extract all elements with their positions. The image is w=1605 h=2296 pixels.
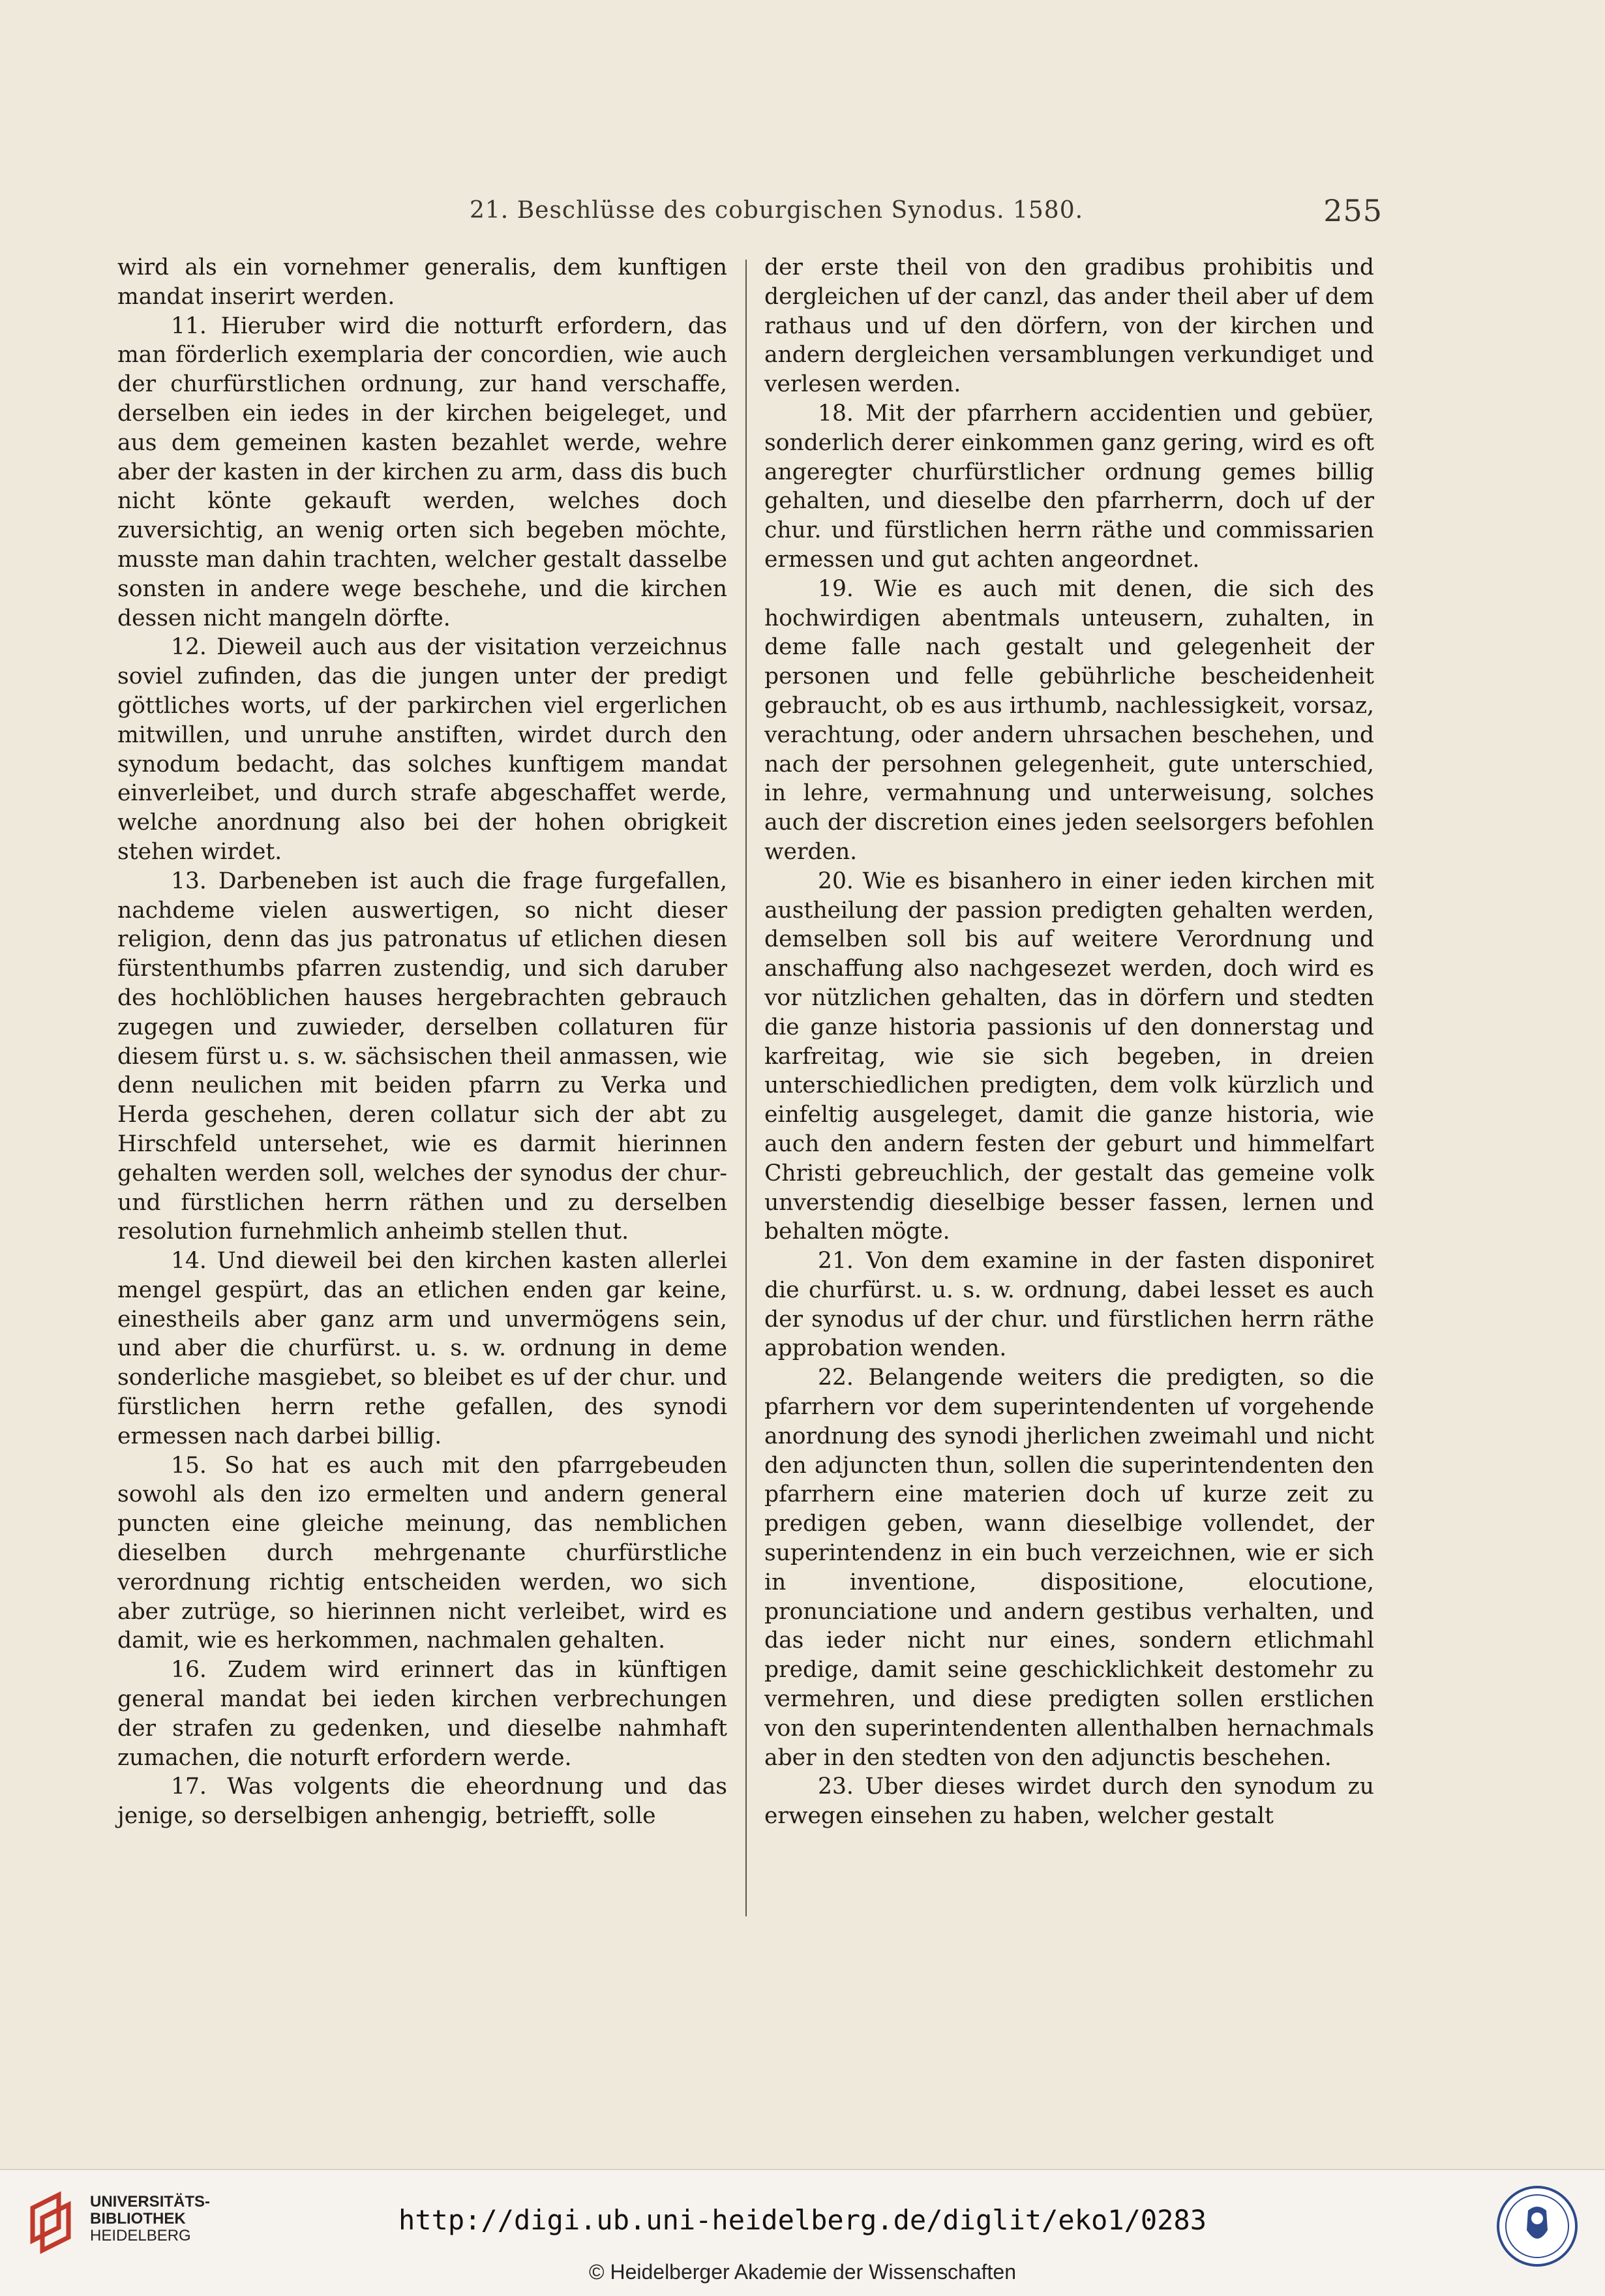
right-paragraph: 23. Uber dieses wirdet durch den synodum zu erwegen einsehen zu haben, welcher gestalt [764, 1774, 1374, 1830]
left-paragraph: 14. Und dieweil bei den kirchen kasten allerlei mengel gespürt, das an etlichen enden gar keine, einestheils aber ganz arm und unvermögens sein, und aber die churfürst. u. s. w. ordnung in deme sonderliche masgiebet, so bleibet es uf der chur. und fürstlichen herrn rethe gefallen, des synodi ermessen nach darbei billig. [117, 1248, 727, 1449]
right-text-column [764, 253, 1374, 1831]
right-paragraph: 21. Von dem examine in der fasten disponiret die churfürst. u. s. w. ordnung, dabei lesset es auch der synodus uf der chur. und fürstlichen herrn räthe approbation wenden. [764, 1248, 1374, 1362]
university-seal-icon [1495, 2184, 1579, 2268]
page-number: 255 [1323, 193, 1383, 228]
left-paragraph: 16. Zudem wird erinnert das in künftigen general mandat bei ieden kirchen verbrechungen der strafen zu gedenken, und dieselbe nahmhaft zumachen, die noturft erfordern werde. [117, 1657, 727, 1771]
library-name-line1: UNIVERSITÄTS- [90, 2193, 211, 2211]
copyright-notice: © Heidelberger Akademie der Wissenschaften [588, 2260, 1016, 2284]
right-paragraph: 22. Belangende weiters die predigten, so die pfarrhern vor dem superintendenten uf vorgehende anordnung des synodi jherlichen zweimahl und nicht den adjuncten thun, sollen die superintendenten den pfarrhern eine materien doch uf kurze zeit zu predigen geben, wann dieselbige vollendet, der superintendenz in ein buch verzeichnen, wie er sich in inventione, dispositione, elocutione, pronunciatione und andern gestibus verhalten, und das ieder nicht nur eines, sondern etlichmahl predige, damit seine geschicklichkeit destomehr zu vermehren, und diese predigten sollen erstlichen von den superintendenten allenthalben hernachmals aber in den stedten von den adjunctis beschehen. [764, 1365, 1374, 1771]
permalink-url[interactable]: http://digi.ub.uni-heidelberg.de/diglit/eko1/0283 [398, 2204, 1207, 2236]
left-text-column [117, 253, 727, 1831]
left-paragraph: 15. So hat es auch mit den pfarrgebeuden sowohl als den izo ermelten und andern general puncten eine gleiche meinung, das nemblichen dieselben durch mehrgenante churfürstliche verordnung richtig entscheiden werden, wo sich aber zutrüge, so hierinnen nicht verleibet, wird es damit, wie es herkommen, nachmalen gehalten. [117, 1452, 727, 1654]
right-paragraph: 18. Mit der pfarrhern accidentien und gebüer, sonderlich derer einkommen ganz gering, wird es oft angeregter churfürstlicher ordnung gemes billig gehalten, und dieselbe den pfarrherrn, doch uf der chur. und fürstlichen herrn räthe und commissarien ermessen und gut achten angeordnet. [764, 400, 1374, 573]
left-paragraph: 12. Dieweil auch aus der visitation verzeichnus soviel zufinden, das die jungen unter der predigt göttliches worts, uf der parkirchen viel ergerlichen mitwillen, und unruhe anstiften, wirdet durch den synodum bedacht, das solches kunftigem mandat einverleibet, und durch strafe abgeschaffet werde, welche anordnung also bei der hohen obrigkeit stehen wirdet. [117, 634, 727, 865]
running-title: 21. Beschlüsse des coburgischen Synodus. 1580. [470, 197, 1084, 224]
right-paragraph: 20. Wie es bisanhero in einer ieden kirchen mit austheilung der passion predigten gehalten werden, demselben soll bis auf weitere Verordnung und anschaffung also nachgesezet werden, doch wird es vor nützlichen gehalten, das in dörfern und stedten die ganze historia passionis uf den donnerstag und karfreitag, wie sie sich begeben, in dreien unterschiedlichen predigten, dem volk kürzlich und einfeltig ausgeleget, damit die ganze historia, wie auch den andern festen der geburt und himmelfart Christi gebreuchlich, der gestalt das gemeine volk unverstendig dieselbige besser fassen, lernen und behalten mögte. [764, 868, 1374, 1245]
library-name-line3: HEIDELBERG [90, 2227, 191, 2244]
right-paragraph: 19. Wie es auch mit denen, die sich des hochwirdigen abentmals unteusern, zuhalten, in deme falle nach gestalt und gelegenheit der personen und felle gebührliche bescheidenheit gebraucht, ob es aus irthumb, nachlessigkeit, vorsaz, verachtung, oder andern uhrsachen beschehen, und nach der persohnen gelegenheit, gute unterschied, in lehre, vermahnung und unterweisung, solches auch der discretion eines jeden seelsorgers befohlen werden. [764, 575, 1374, 865]
left-paragraph: 11. Hieruber wird die notturft erfordern, das man förderlich exemplaria der concordien, wie auch der churfürstlichen ordnung, zur hand verschaffe, derselben ein iedes in der kirchen beigeleget, und aus dem gemeinen kasten bezahlet werde, wehre aber der kasten in der kirchen zu arm, dass dis buch nicht könte gekauft werden, welches doch zuversichtig, an wenig orten sich begeben möchte, musste man dahin trachten, welcher gestalt dasselbe sonsten in andere wege beschehe, und die kirchen dessen nicht mangeln dörfte. [117, 312, 727, 631]
right-paragraph: der erste theil von den gradibus prohibitis und dergleichen uf der canzl, das ander theil aber uf dem rathaus und uf den dörfern, von der kirchen und andern dergleichen versamblungen verkundiget und verlesen werden. [764, 254, 1374, 398]
left-paragraph: wird als ein vornehmer generalis, dem kunftigen mandat inserirt werden. [117, 254, 727, 310]
column-divider [745, 260, 747, 1916]
footer-bar [0, 2169, 1605, 2296]
left-paragraph: 13. Darbeneben ist auch die frage furgefallen, nachdeme vielen auswertigen, so nicht dieser religion, denn das jus patronatus uf etlichen diesen fürstenthumbs pfarren zustendig, und sich daruber des hochlöblichen hauses hergebrachten gebrauch zugegen und zuwieder, derselben collaturen für diesem fürst u. s. w. sächsischen theil anmassen, wie denn neulichen mit beiden pfarrn zu Verka und Herda geschehen, deren collatur sich der abt zu Hirschfeld untersehet, wie es darmit hierinnen gehalten werden soll, welches der synodus der chur- und fürstlichen herrn räthen und zu derselben resolution furnehmlich anheimb stellen thut. [117, 868, 727, 1245]
library-name-line2: BIBLIOTHEK [90, 2210, 186, 2228]
left-paragraph: 17. Was volgents die eheordnung und das jenige, so derselbigen anhengig, betriefft, solle [117, 1774, 727, 1830]
running-head [117, 193, 1383, 232]
